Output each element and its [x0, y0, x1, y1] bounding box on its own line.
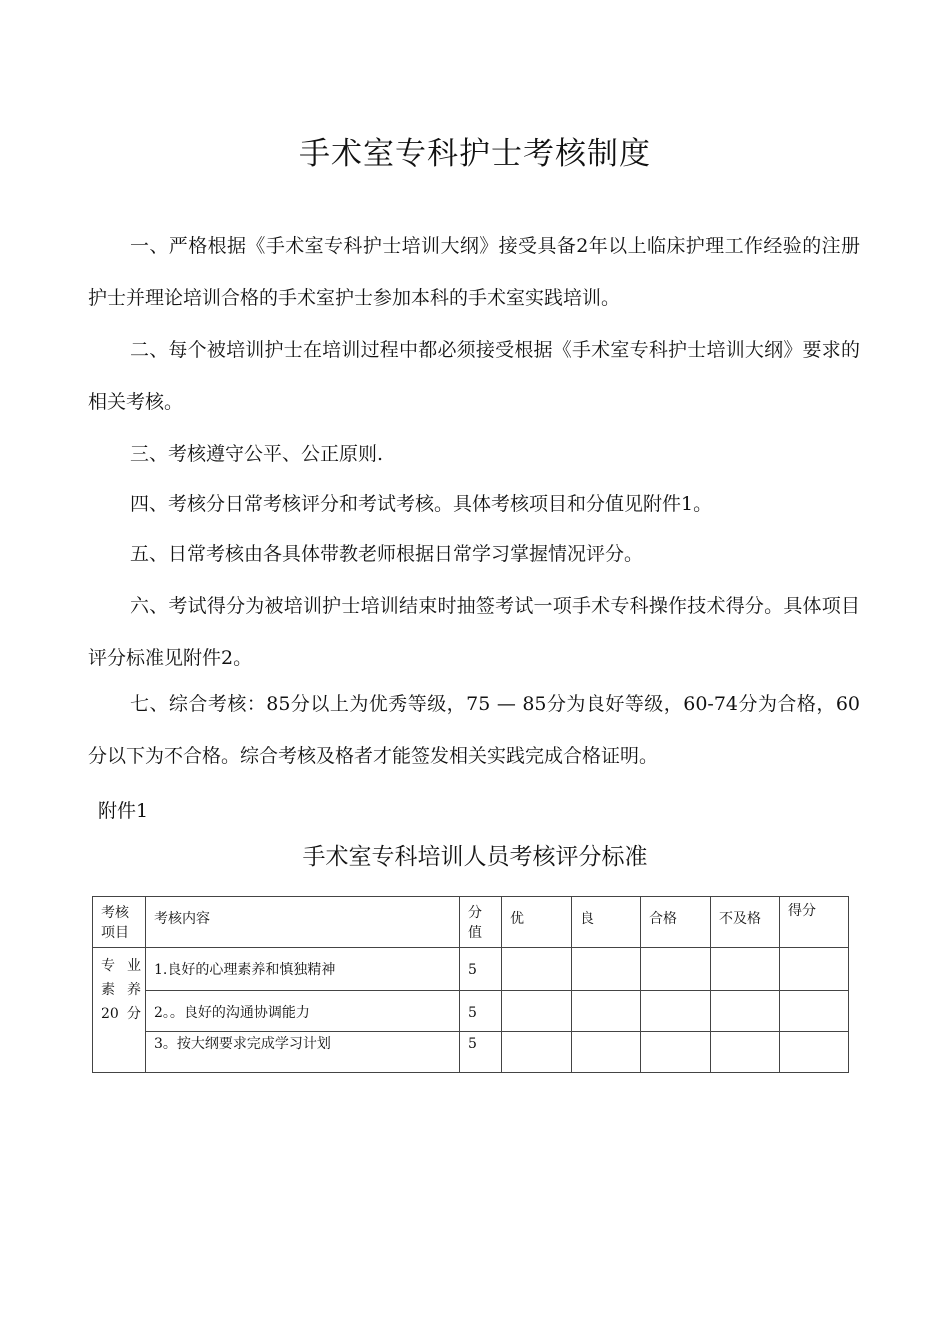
- row-content: 1.良好的心理素养和慎独精神: [146, 948, 460, 991]
- table-title: 手术室专科培训人员考核评分标准: [302, 844, 648, 870]
- table-header-row: [93, 897, 849, 948]
- paragraph-6: 六、考试得分为被培训护士培训结束时抽签考试一项手术专科操作技术得分。具体项目评分标准见附件2。: [88, 595, 860, 669]
- cell-pass: [641, 948, 711, 991]
- cell-pass: [641, 1032, 711, 1073]
- attachment-label: 附件1: [98, 800, 149, 822]
- table-row: [93, 1032, 849, 1073]
- header-excellent: 优: [502, 897, 572, 948]
- paragraph-3: 三、考核遵守公平、公正原则.: [130, 443, 384, 465]
- cell-good: [572, 948, 641, 991]
- category-cell: 专业素养20分: [93, 948, 146, 1073]
- cell-good: [572, 991, 641, 1032]
- header-result: 得分: [780, 897, 849, 948]
- header-good: 良: [572, 897, 641, 948]
- cell-result: [780, 1032, 849, 1073]
- paragraph-1: 一、严格根据《手术室专科护士培训大纲》接受具备2年以上临床护理工作经验的注册护士并理论培训合格的手术室护士参加本科的手术室实践培训。: [88, 235, 860, 309]
- cell-result: [780, 991, 849, 1032]
- cell-excellent: [502, 991, 572, 1032]
- cell-good: [572, 1032, 641, 1073]
- row-content: 2。。良好的沟通协调能力: [146, 991, 460, 1032]
- row-content: 3。按大纲要求完成学习计划: [146, 1032, 460, 1073]
- paragraph-4: 四、考核分日常考核评分和考试考核。具体考核项目和分值见附件1。: [130, 493, 713, 515]
- paragraph-2: 二、每个被培训护士在培训过程中都必须接受根据《手术室专科护士培训大纲》要求的相关考核。: [88, 339, 860, 413]
- header-pass: 合格: [641, 897, 711, 948]
- header-content: 考核内容: [146, 897, 460, 948]
- document-title: 手术室专科护士考核制度: [299, 136, 651, 172]
- score-table: [92, 896, 849, 1073]
- cell-result: [780, 948, 849, 991]
- paragraph-5: 五、日常考核由各具体带教老师根据日常学习掌握情况评分。: [130, 543, 644, 565]
- cell-excellent: [502, 948, 572, 991]
- cell-pass: [641, 991, 711, 1032]
- table-row: [93, 948, 849, 991]
- header-score: 分值: [460, 897, 502, 948]
- cell-excellent: [502, 1032, 572, 1073]
- cell-fail: [711, 1032, 780, 1073]
- cell-fail: [711, 991, 780, 1032]
- header-item: 考核项目: [93, 897, 146, 948]
- table-row: [93, 991, 849, 1032]
- row-score: 5: [460, 991, 502, 1032]
- paragraph-7: 七、综合考核：85分以上为优秀等级，75 — 85分为良好等级，60-74分为合格，60分以下为不合格。综合考核及格者才能签发相关实践完成合格证明。: [88, 693, 860, 767]
- row-score: 5: [460, 1032, 502, 1073]
- cell-fail: [711, 948, 780, 991]
- header-fail: 不及格: [711, 897, 780, 948]
- row-score: 5: [460, 948, 502, 991]
